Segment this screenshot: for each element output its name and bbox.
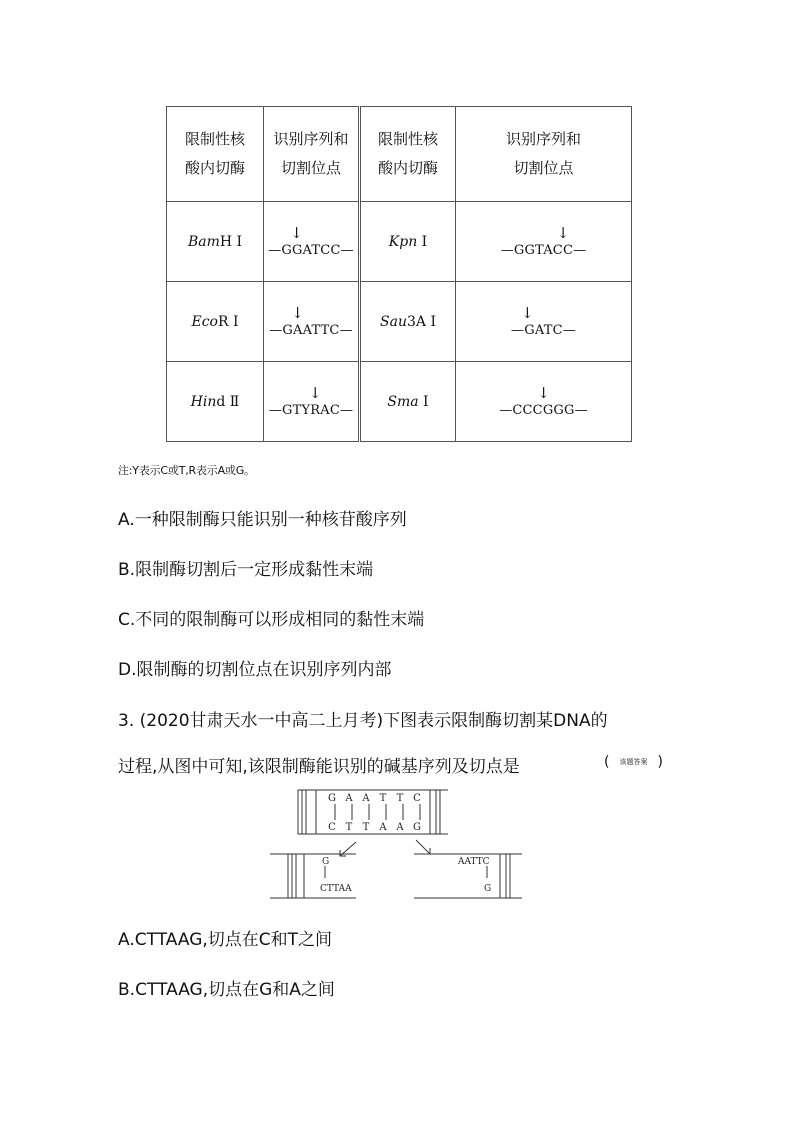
header-sequence-left: 识别序列和 切割位点 (264, 107, 360, 202)
question-3-line-2: 过程,从图中可知,该限制酶能识别的碱基序列及切点是 (118, 757, 520, 777)
sequence-cell: ↓ —GGTACC— (456, 202, 632, 282)
q3-option-b: B.CTTAAG,切点在G和A之间 (118, 980, 335, 1000)
option-b: B.限制酶切割后一定形成黏性末端 (118, 560, 374, 580)
enzyme-name-cell: Hind Ⅱ (167, 362, 264, 442)
option-d: D.限制酶的切割位点在识别序列内部 (118, 660, 392, 680)
dna-cut-diagram (268, 786, 528, 902)
table-row (167, 202, 632, 282)
right-fragment-top: AATTC (458, 857, 490, 867)
enzyme-name-cell: BamH Ⅰ (167, 202, 264, 282)
table-row (167, 282, 632, 362)
left-fragment-bottom: CTTAA (320, 884, 352, 894)
sequence-cell: ↓ —CCCGGG— (456, 362, 632, 442)
top-base-6: C (413, 793, 421, 804)
enzyme-name-cell: Sau3A Ⅰ (360, 282, 456, 362)
table-note: 注:Y表示C或T,R表示A或G。 (118, 464, 255, 477)
sequence-cell: ↓ —GATC— (456, 282, 632, 362)
sequence-cell: ↓ —GGATCC— (264, 202, 360, 282)
top-base-1: G (328, 793, 336, 804)
bottom-base-3: T (362, 822, 370, 833)
q3-option-a: A.CTTAAG,切点在C和T之间 (118, 930, 333, 950)
option-a: A.一种限制酶只能识别一种核苷酸序列 (118, 510, 407, 530)
header-sequence-right: 识别序列和 切割位点 (456, 107, 632, 202)
enzyme-name-cell: Sma Ⅰ (360, 362, 456, 442)
option-c: C.不同的限制酶可以形成相同的黏性末端 (118, 610, 425, 630)
question-3-line-1: 3. (2020甘肃天水一中高二上月考)下图表示限制酶切割某DNA的 (118, 711, 608, 731)
bottom-base-2: T (345, 822, 353, 833)
enzyme-name-cell: Kpn Ⅰ (360, 202, 456, 282)
table-row (167, 362, 632, 442)
enzyme-name-cell: EcoR Ⅰ (167, 282, 264, 362)
cut-arrow: ↓ (291, 303, 304, 322)
answer-hint: 该题答案 (619, 758, 648, 766)
top-base-5: T (396, 793, 404, 804)
top-base-2: A (345, 793, 353, 804)
table-header-row (167, 107, 632, 202)
bottom-base-6: G (413, 822, 421, 833)
cut-arrow: ↓ (537, 383, 550, 402)
left-fragment-top: G (322, 857, 330, 867)
sequence-cell: ↓ —GTYRAC— (264, 362, 360, 442)
cut-arrow: ↓ (290, 223, 303, 242)
header-enzyme-right: 限制性核 酸内切酶 (360, 107, 456, 202)
bottom-base-1: C (328, 822, 336, 833)
cut-arrow: ↓ (556, 223, 570, 242)
header-enzyme-left: 限制性核 酸内切酶 (167, 107, 264, 202)
answer-parentheses: ( 该题答案 ) (604, 754, 663, 770)
top-base-4: T (379, 793, 387, 804)
restriction-enzyme-table (166, 106, 632, 442)
cut-arrow: ↓ (521, 303, 534, 322)
sequence-cell: ↓ —GAATTC— (264, 282, 360, 362)
cut-arrow: ↓ (308, 383, 322, 402)
top-base-3: A (362, 793, 370, 804)
right-fragment-bottom: G (484, 884, 492, 894)
bottom-base-4: A (379, 822, 387, 833)
bottom-base-5: A (396, 822, 404, 833)
